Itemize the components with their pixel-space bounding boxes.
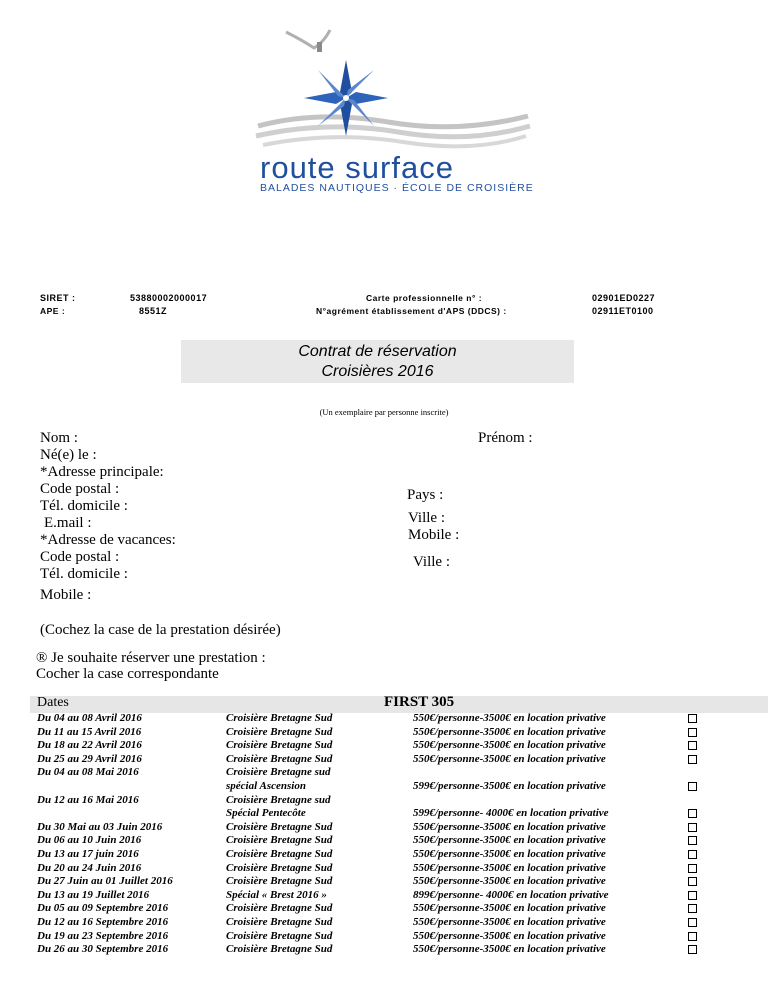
row-type: Croisière Bretagne sud (226, 766, 331, 779)
table-row (0, 794, 768, 821)
row-type: Croisière Bretagne Sud (226, 725, 333, 738)
carte-label: Carte professionnelle n° : (366, 293, 483, 303)
prenom-field[interactable]: Prénom : (478, 430, 533, 446)
select-checkbox[interactable] (688, 864, 697, 873)
contract-title-box (181, 340, 574, 383)
row-date: Du 06 au 10 Juin 2016 (37, 834, 142, 847)
main-address-field[interactable]: *Adresse principale: (40, 464, 164, 480)
row-date: Du 13 au 19 Juillet 2016 (37, 888, 150, 901)
row-date: Du 04 au 08 Avril 2016 (37, 712, 142, 724)
select-checkbox[interactable] (688, 809, 697, 818)
row-date: Du 27 Juin au 01 Juillet 2016 (37, 875, 173, 888)
table-row (0, 766, 768, 793)
table-row (0, 930, 768, 944)
table-row (0, 875, 768, 889)
table-row (0, 821, 768, 835)
boat-header: FIRST 305 (384, 694, 455, 710)
row-type: Croisière Bretagne sud (226, 793, 331, 806)
select-checkbox[interactable] (688, 904, 697, 913)
home-phone-field-1[interactable]: Tél. domicile : (40, 498, 128, 514)
holiday-address-field[interactable]: *Adresse de vacances: (40, 532, 176, 548)
row-type: Croisière Bretagne Sud (226, 848, 333, 860)
table-row (0, 753, 768, 767)
row-price: 550€/personne-3500€ en location privative (413, 712, 606, 724)
table-row (0, 712, 768, 726)
copy-note: (Un exemplaire par personne inscrite) (319, 407, 449, 417)
nom-field[interactable]: Nom : (40, 430, 78, 446)
row-date: Du 11 au 15 Avril 2016 (37, 725, 142, 738)
row-type: Croisière Bretagne Sud (226, 739, 333, 752)
logo-tagline: BALADES NAUTIQUES · ÉCOLE DE CROISIÈRE (260, 182, 534, 194)
table-row (0, 916, 768, 930)
row-type: Croisière Bretagne Sud (226, 916, 333, 928)
select-checkbox[interactable] (688, 932, 697, 941)
select-checkbox[interactable] (688, 945, 697, 954)
row-date: Du 25 au 29 Avril 2016 (37, 752, 142, 765)
row-date: Du 13 au 17 juin 2016 (37, 848, 139, 860)
row-date: Du 05 au 09 Septembre 2016 (37, 902, 169, 915)
row-type: Croisière Bretagne Sud (226, 752, 333, 765)
country-field[interactable]: Pays : (407, 487, 444, 503)
row-type: Croisière Bretagne Sud (226, 875, 333, 888)
row-date: Du 04 au 08 Mai 2016 (37, 766, 139, 779)
select-checkbox[interactable] (688, 782, 697, 791)
row-price: 550€/personne-3500€ en location privative (413, 929, 606, 942)
select-checkbox[interactable] (688, 714, 697, 723)
agrement-value: 02911ET0100 (592, 306, 654, 316)
postal-code-field-2[interactable]: Code postal : (40, 549, 120, 565)
siret-value: 53880002000017 (130, 293, 208, 303)
row-price: 599€/personne- 4000€ en location privative (413, 807, 609, 820)
row-price: 550€/personne-3500€ en location privative (413, 861, 606, 874)
row-date: Du 18 au 22 Avril 2016 (37, 739, 142, 752)
table-row (0, 902, 768, 916)
table-row (0, 834, 768, 848)
row-price: 599€/personne-3500€ en location privative (413, 779, 606, 792)
row-type: Croisière Bretagne Sud (226, 943, 333, 956)
row-date: Du 19 au 23 Septembre 2016 (37, 929, 169, 942)
title-line-2: Croisières 2016 (321, 363, 434, 380)
home-phone-field-2[interactable]: Tél. domicile : (40, 566, 128, 582)
siret-label: SIRET : (40, 293, 76, 303)
select-checkbox[interactable] (688, 741, 697, 750)
select-checkbox[interactable] (688, 891, 697, 900)
row-price: 899€/personne- 4000€ en location privative (413, 888, 609, 901)
row-type: Croisière Bretagne Sud (226, 861, 333, 874)
row-price: 550€/personne-3500€ en location privative (413, 916, 606, 928)
row-price: 550€/personne-3500€ en location privative (413, 902, 606, 915)
row-price: 550€/personne-3500€ en location privative (413, 752, 606, 765)
row-price: 550€/personne-3500€ en location privative (413, 848, 606, 860)
agrement-label: N°agrément établissement d'APS (DDCS) : (316, 306, 507, 316)
table-row (0, 726, 768, 740)
table-row (0, 848, 768, 862)
ape-value: 8551Z (139, 306, 168, 316)
row-price: 550€/personne-3500€ en location privative (413, 725, 606, 738)
mobile-field-1[interactable]: Mobile : (408, 527, 460, 543)
row-date: Du 12 au 16 Septembre 2016 (37, 916, 169, 928)
dates-header: Dates (37, 695, 69, 710)
table-row (0, 943, 768, 957)
birthdate-field[interactable]: Né(e) le : (40, 447, 97, 463)
select-checkbox[interactable] (688, 823, 697, 832)
row-type-detail: spécial Ascension (226, 779, 306, 792)
select-checkbox[interactable] (688, 755, 697, 764)
select-checkbox[interactable] (688, 918, 697, 927)
check-box-instruction: Cocher la case correspondante (36, 666, 219, 682)
table-row (0, 889, 768, 903)
row-date: Du 30 Mai au 03 Juin 2016 (37, 820, 163, 833)
row-type: Croisière Bretagne Sud (226, 929, 333, 942)
row-date: Du 26 au 30 Septembre 2016 (37, 943, 169, 956)
ape-label: APE : (40, 306, 66, 316)
table-row (0, 739, 768, 753)
row-type-detail: Spécial Pentecôte (226, 807, 306, 820)
route-surface-logo (238, 18, 538, 206)
row-price: 550€/personne-3500€ en location privative (413, 820, 606, 833)
check-instruction: (Cochez la case de la prestation désirée) (40, 622, 281, 638)
row-date: Du 12 au 16 Mai 2016 (37, 793, 139, 806)
select-checkbox[interactable] (688, 728, 697, 737)
postal-code-field-1[interactable]: Code postal : (40, 481, 120, 497)
row-price: 550€/personne-3500€ en location privative (413, 943, 606, 956)
row-type: Croisière Bretagne Sud (226, 712, 333, 724)
row-price: 550€/personne-3500€ en location privative (413, 834, 606, 847)
reserve-statement: ® Je souhaite réserver une prestation : (36, 650, 266, 666)
row-price: 550€/personne-3500€ en location privative (413, 875, 606, 888)
carte-value: 02901ED0227 (592, 293, 656, 303)
row-date: Du 20 au 24 Juin 2016 (37, 861, 142, 874)
row-type: Croisière Bretagne Sud (226, 902, 333, 915)
email-field[interactable]: E.mail : (44, 515, 92, 531)
row-type: Croisière Bretagne Sud (226, 820, 333, 833)
table-row (0, 862, 768, 876)
title-line-1: Contrat de réservation (298, 343, 457, 360)
row-price: 550€/personne-3500€ en location privative (413, 739, 606, 752)
logo-wordmark: route surface (260, 150, 454, 185)
row-type: Spécial « Brest 2016 » (226, 888, 327, 901)
city-field-2[interactable]: Ville : (413, 554, 451, 570)
select-checkbox[interactable] (688, 877, 697, 886)
row-type: Croisière Bretagne Sud (226, 834, 333, 847)
select-checkbox[interactable] (688, 836, 697, 845)
city-field-1[interactable]: Ville : (408, 510, 446, 526)
select-checkbox[interactable] (688, 850, 697, 859)
mobile-field-2[interactable]: Mobile : (40, 587, 92, 603)
